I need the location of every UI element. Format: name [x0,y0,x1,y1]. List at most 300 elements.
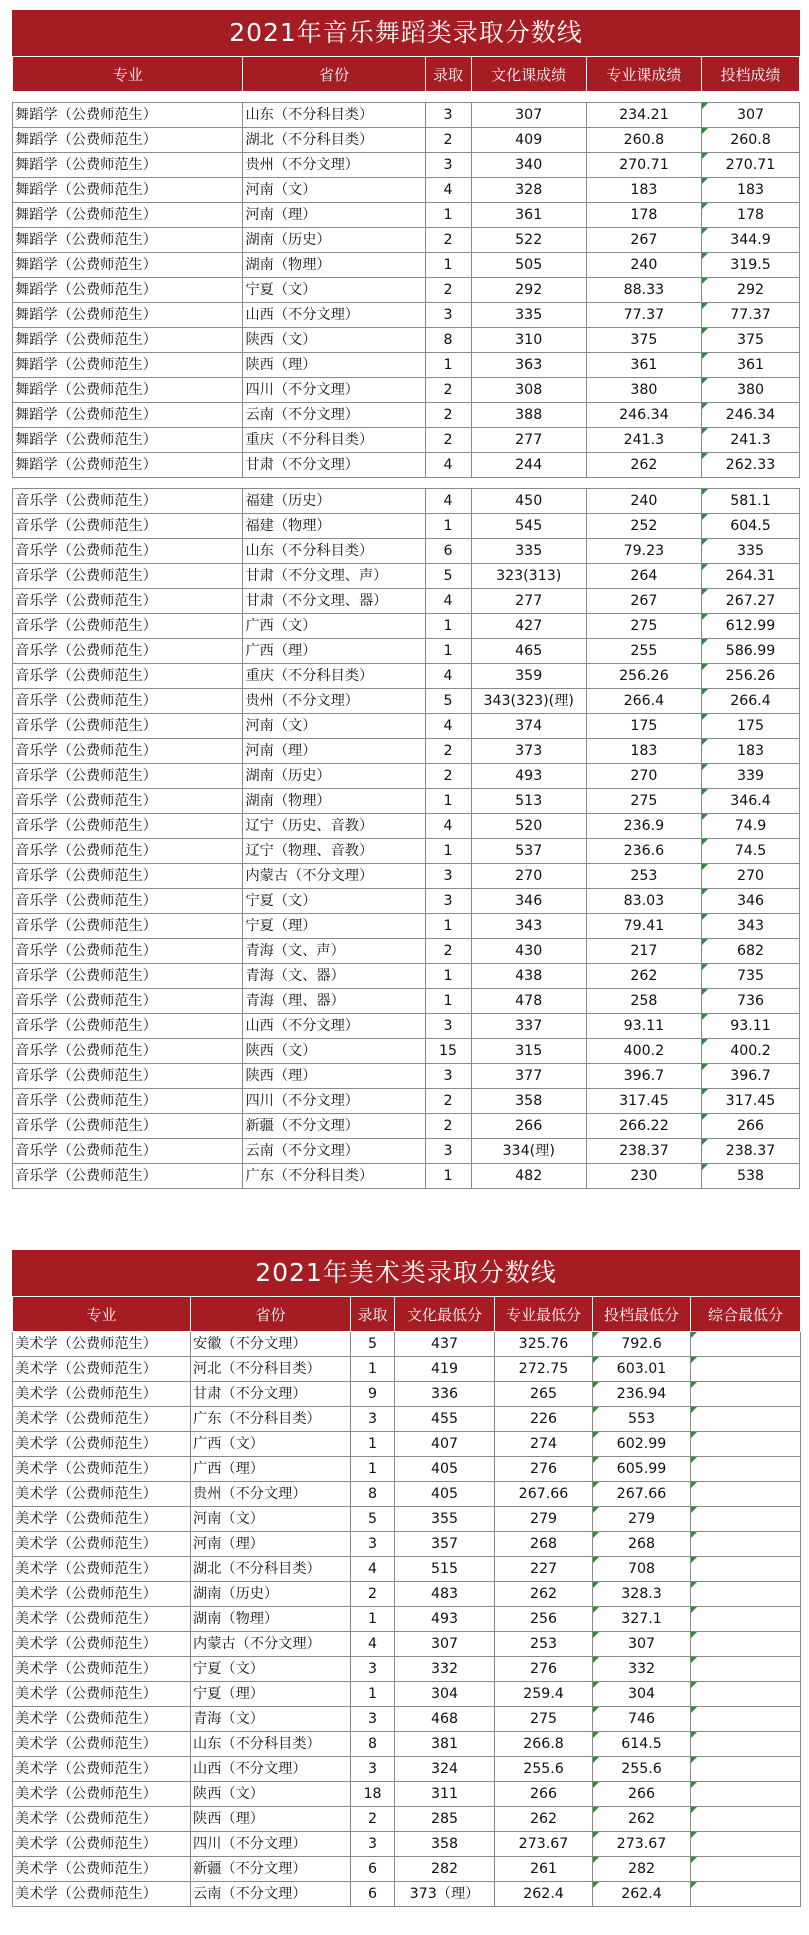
table-cell [691,1682,801,1707]
table-row [13,614,800,639]
table-cell: 3 [351,1657,395,1682]
table-row [13,1782,801,1807]
table-cell: 1 [425,639,471,664]
table-cell: 483 [395,1582,495,1607]
table-cell: 福建（历史） [243,489,425,514]
table-cell: 682 [702,939,800,964]
table-row [13,203,800,228]
table-row [13,1857,801,1882]
table-cell: 2 [351,1582,395,1607]
header-province: 省份 [243,57,425,92]
art-header-combined-min: 综合最低分 [691,1297,801,1332]
table-cell: 276 [495,1657,593,1682]
table-cell: 2 [425,1114,471,1139]
table-row [13,303,800,328]
table-cell: 380 [702,378,800,403]
gap-cell [13,92,243,103]
table-cell: 258 [586,989,701,1014]
table-cell: 美术学（公费师范生） [13,1857,191,1882]
table-cell: 舞蹈学（公费师范生） [13,253,243,278]
table-cell: 山东（不分科目类） [191,1732,351,1757]
section-gap [13,92,800,103]
table-cell: 183 [702,178,800,203]
table-cell: 746 [593,1707,691,1732]
table-cell: 83.03 [586,889,701,914]
table-cell: 419 [395,1357,495,1382]
table-cell: 361 [586,353,701,378]
table-cell: 468 [395,1707,495,1732]
table-cell: 湖南（历史） [243,764,425,789]
table-cell: 373（理） [395,1882,495,1907]
table-cell: 音乐学（公费师范生） [13,564,243,589]
table-cell: 735 [702,964,800,989]
table-cell: 336 [395,1382,495,1407]
table-row [13,1332,801,1357]
table-cell: 河南（理） [243,203,425,228]
table-cell: 山西（不分文理） [191,1757,351,1782]
table-cell: 335 [471,303,586,328]
table-cell: 270.71 [586,153,701,178]
gap-cell [702,478,800,489]
table-cell: 陕西（理） [243,1064,425,1089]
table-cell: 云南（不分文理） [243,403,425,428]
table-cell: 520 [471,814,586,839]
table-cell: 358 [395,1832,495,1857]
table-cell: 舞蹈学（公费师范生） [13,353,243,378]
table-cell: 183 [586,739,701,764]
table-cell: 267.66 [495,1482,593,1507]
table-cell: 舞蹈学（公费师范生） [13,378,243,403]
table-cell: 美术学（公费师范生） [13,1607,191,1632]
table-cell: 舞蹈学（公费师范生） [13,153,243,178]
table-cell: 324 [395,1757,495,1782]
table-cell: 湖南（历史） [243,228,425,253]
table-cell: 2 [351,1807,395,1832]
table-cell: 262 [586,964,701,989]
table-cell: 宁夏（文） [243,889,425,914]
table-cell: 重庆（不分科目类） [243,664,425,689]
art-header-admitted: 录取 [351,1297,395,1332]
table-cell: 音乐学（公费师范生） [13,964,243,989]
table-cell: 375 [702,328,800,353]
table-cell: 音乐学（公费师范生） [13,539,243,564]
table-cell: 337 [471,1014,586,1039]
table-cell: 音乐学（公费师范生） [13,864,243,889]
table-cell: 277 [471,589,586,614]
header-admitted: 录取 [425,57,471,92]
table-cell: 315 [471,1039,586,1064]
header-culture-score: 文化课成绩 [471,57,586,92]
table-cell: 4 [425,814,471,839]
table-cell: 2 [425,278,471,303]
table-cell: 广西（文） [191,1432,351,1457]
table-row [13,1482,801,1507]
art-rows [13,1332,801,1907]
table-cell: 辽宁（物理、音教） [243,839,425,864]
table-cell [691,1832,801,1857]
table-cell: 515 [395,1557,495,1582]
table-row [13,1532,801,1557]
table-cell: 327.1 [593,1607,691,1632]
table-cell: 辽宁（历史、音教） [243,814,425,839]
table-cell: 276 [495,1457,593,1482]
table-cell: 604.5 [702,514,800,539]
table-cell [691,1632,801,1657]
table-cell: 广西（理） [243,639,425,664]
table-cell: 227 [495,1557,593,1582]
table-row [13,914,800,939]
table-cell: 335 [471,539,586,564]
table-cell: 361 [471,203,586,228]
table-cell: 246.34 [586,403,701,428]
table-cell: 282 [593,1857,691,1882]
table-cell: 310 [471,328,586,353]
header-filing-score: 投档成绩 [702,57,800,92]
table-cell: 307 [471,103,586,128]
table-cell [691,1582,801,1607]
art-table [12,1296,801,1907]
table-cell: 708 [593,1557,691,1582]
table-row [13,1557,801,1582]
table-cell: 255 [586,639,701,664]
table-cell: 音乐学（公费师范生） [13,939,243,964]
table-cell: 614.5 [593,1732,691,1757]
table-cell: 音乐学（公费师范生） [13,1114,243,1139]
table-cell: 福建（物理） [243,514,425,539]
table-cell: 宁夏（文） [191,1657,351,1682]
table-cell: 音乐学（公费师范生） [13,839,243,864]
gap-cell [13,478,243,489]
table-cell: 1 [351,1357,395,1382]
table-cell: 265 [495,1382,593,1407]
table-cell: 青海（理、器） [243,989,425,1014]
table-cell: 1 [351,1682,395,1707]
table-cell: 河南（理） [191,1532,351,1557]
table-row [13,1407,801,1432]
table-cell: 217 [586,939,701,964]
table-cell: 241.3 [702,428,800,453]
table-cell: 396.7 [586,1064,701,1089]
table-cell: 音乐学（公费师范生） [13,1089,243,1114]
table-cell: 3 [351,1707,395,1732]
table-cell: 河北（不分科目类） [191,1357,351,1382]
table-cell: 音乐学（公费师范生） [13,1164,243,1189]
table-cell: 四川（不分文理） [243,378,425,403]
table-cell: 736 [702,989,800,1014]
table-cell: 美术学（公费师范生） [13,1332,191,1357]
table-cell: 409 [471,128,586,153]
table-cell: 478 [471,989,586,1014]
table-cell: 3 [351,1532,395,1557]
table-cell: 河南（文） [191,1507,351,1532]
table-row [13,514,800,539]
table-cell: 292 [702,278,800,303]
art-header-major-min: 专业最低分 [495,1297,593,1332]
table-cell: 广西（文） [243,614,425,639]
table-cell: 253 [495,1632,593,1657]
table-cell: 74.5 [702,839,800,864]
table-cell: 266 [702,1114,800,1139]
table-cell: 湖南（物理） [191,1607,351,1632]
table-cell: 美术学（公费师范生） [13,1807,191,1832]
table-cell: 音乐学（公费师范生） [13,789,243,814]
table-cell: 240 [586,489,701,514]
table-row [13,1507,801,1532]
table-cell: 612.99 [702,614,800,639]
table-cell: 甘肃（不分文理） [243,453,425,478]
table-cell: 甘肃（不分文理、声） [243,564,425,589]
table-cell: 317.45 [702,1089,800,1114]
table-cell: 8 [351,1482,395,1507]
table-cell: 493 [395,1607,495,1632]
table-cell: 553 [593,1407,691,1432]
table-cell: 396.7 [702,1064,800,1089]
table-cell: 178 [586,203,701,228]
table-cell: 304 [395,1682,495,1707]
table-row [13,639,800,664]
table-cell [691,1757,801,1782]
table-cell: 音乐学（公费师范生） [13,689,243,714]
table-row [13,453,800,478]
table-row [13,1357,801,1382]
table-cell: 266 [593,1782,691,1807]
table-cell: 陕西（文） [243,328,425,353]
table-cell: 430 [471,939,586,964]
table-cell: 307 [395,1632,495,1657]
table-cell [691,1732,801,1757]
table-cell [691,1557,801,1582]
table-cell: 音乐学（公费师范生） [13,514,243,539]
table-row [13,278,800,303]
table-row [13,1382,801,1407]
table-cell: 5 [351,1507,395,1532]
music-rows [13,478,800,1189]
table-cell: 山东（不分科目类） [243,103,425,128]
table-cell: 15 [425,1039,471,1064]
table-cell: 344.9 [702,228,800,253]
table-cell: 贵州（不分文理） [243,153,425,178]
table-cell: 266.8 [495,1732,593,1757]
table-cell: 音乐学（公费师范生） [13,714,243,739]
table-cell: 音乐学（公费师范生） [13,614,243,639]
table-cell: 4 [351,1632,395,1657]
table-row [13,178,800,203]
table-cell: 舞蹈学（公费师范生） [13,453,243,478]
table-cell: 346 [471,889,586,914]
table-cell: 舞蹈学（公费师范生） [13,328,243,353]
table-cell: 256.26 [702,664,800,689]
table-cell: 262 [593,1807,691,1832]
table-row [13,789,800,814]
table-cell: 美术学（公费师范生） [13,1732,191,1757]
table-row [13,814,800,839]
table-cell: 359 [471,664,586,689]
table-cell: 260.8 [702,128,800,153]
table-cell: 178 [702,203,800,228]
table-cell: 舞蹈学（公费师范生） [13,278,243,303]
table-row [13,253,800,278]
table-cell: 美术学（公费师范生） [13,1457,191,1482]
table-cell: 湖北（不分科目类） [191,1557,351,1582]
table-cell: 4 [425,589,471,614]
table-cell: 304 [593,1682,691,1707]
table-cell: 甘肃（不分文理、器） [243,589,425,614]
table-cell: 266 [471,1114,586,1139]
table-row [13,764,800,789]
table-row [13,128,800,153]
table-cell: 465 [471,639,586,664]
table-cell: 238.37 [702,1139,800,1164]
table-row [13,1882,801,1907]
table-cell: 内蒙古（不分文理） [243,864,425,889]
table-cell: 340 [471,153,586,178]
table-cell: 2 [425,128,471,153]
table-cell: 陕西（文） [243,1039,425,1064]
table-cell: 舞蹈学（公费师范生） [13,178,243,203]
table-cell: 256 [495,1607,593,1632]
table-cell: 重庆（不分科目类） [243,428,425,453]
table-cell: 513 [471,789,586,814]
table-cell: 400.2 [586,1039,701,1064]
table-cell: 1 [425,989,471,1014]
table-cell: 山东（不分科目类） [243,539,425,564]
dance-music-table [12,56,800,1189]
table-cell: 256.26 [586,664,701,689]
table-cell: 青海（文） [191,1707,351,1732]
table-cell: 358 [471,1089,586,1114]
table-cell: 音乐学（公费师范生） [13,589,243,614]
table-cell: 1 [425,253,471,278]
table-cell: 1 [425,614,471,639]
table-row [13,989,800,1014]
table-cell: 3 [425,103,471,128]
table-cell: 陕西（文） [191,1782,351,1807]
table-cell: 266.4 [586,689,701,714]
table-row [13,889,800,914]
table-cell: 234.21 [586,103,701,128]
table-cell: 美术学（公费师范生） [13,1582,191,1607]
table-cell: 18 [351,1782,395,1807]
art-sheet [12,1250,800,1907]
table-cell: 音乐学（公费师范生） [13,739,243,764]
table-cell: 美术学（公费师范生） [13,1532,191,1557]
table-row [13,428,800,453]
art-header-province: 省份 [191,1297,351,1332]
art-header-row [13,1297,801,1332]
table-cell: 236.6 [586,839,701,864]
table-cell: 5 [425,689,471,714]
table-cell: 346.4 [702,789,800,814]
table-cell: 2 [425,1089,471,1114]
table-row [13,1582,801,1607]
table-cell: 493 [471,764,586,789]
table-cell: 1 [425,203,471,228]
table-cell: 77.37 [702,303,800,328]
table-row [13,714,800,739]
table-row [13,664,800,689]
table-cell: 美术学（公费师范生） [13,1882,191,1907]
table-cell: 1 [351,1607,395,1632]
table-cell: 261 [495,1857,593,1882]
table-cell: 2 [425,739,471,764]
table-cell: 1 [425,789,471,814]
table-cell: 内蒙古（不分文理） [191,1632,351,1657]
table-cell: 262.33 [702,453,800,478]
table-cell: 270 [586,764,701,789]
table-row [13,739,800,764]
table-cell: 音乐学（公费师范生） [13,1064,243,1089]
table-cell: 262.4 [593,1882,691,1907]
table-row [13,228,800,253]
table-cell: 264 [586,564,701,589]
table-cell: 山西（不分文理） [243,303,425,328]
table-cell: 2 [425,403,471,428]
table-cell: 262 [495,1807,593,1832]
table-cell: 328 [471,178,586,203]
table-cell [691,1707,801,1732]
table-cell: 334(理) [471,1139,586,1164]
table-cell: 253 [586,864,701,889]
table-cell [691,1432,801,1457]
table-cell [691,1882,801,1907]
table-cell [691,1807,801,1832]
table-row [13,103,800,128]
table-cell: 新疆（不分文理） [191,1857,351,1882]
table-cell: 美术学（公费师范生） [13,1757,191,1782]
table-cell: 93.11 [586,1014,701,1039]
table-cell: 6 [425,539,471,564]
table-cell: 381 [395,1732,495,1757]
table-cell: 宁夏（理） [243,914,425,939]
gap-cell [243,478,425,489]
table-cell: 77.37 [586,303,701,328]
table-cell: 355 [395,1507,495,1532]
table-cell: 374 [471,714,586,739]
table-row [13,378,800,403]
table-row [13,1807,801,1832]
table-cell: 325.76 [495,1332,593,1357]
table-cell [691,1532,801,1557]
table-cell: 音乐学（公费师范生） [13,914,243,939]
table-cell [691,1782,801,1807]
table-cell: 427 [471,614,586,639]
table-cell: 河南（理） [243,739,425,764]
table-cell [691,1357,801,1382]
table-cell: 79.23 [586,539,701,564]
table-cell: 183 [586,178,701,203]
table-row [13,1657,801,1682]
table-row [13,689,800,714]
table-cell: 8 [351,1732,395,1757]
table-cell: 438 [471,964,586,989]
art-title: 2021年美术类录取分数线 [12,1250,800,1296]
table-cell: 音乐学（公费师范生） [13,1039,243,1064]
table-cell: 275 [586,789,701,814]
table-cell: 美术学（公费师范生） [13,1682,191,1707]
table-cell: 270 [471,864,586,889]
table-cell: 267.27 [702,589,800,614]
table-row [13,1832,801,1857]
table-cell: 4 [425,714,471,739]
table-cell: 380 [586,378,701,403]
table-cell: 4 [425,178,471,203]
table-row [13,1014,800,1039]
table-row [13,1139,800,1164]
table-cell: 238.37 [586,1139,701,1164]
table-row [13,1164,800,1189]
table-cell: 3 [425,889,471,914]
table-cell: 279 [495,1507,593,1532]
